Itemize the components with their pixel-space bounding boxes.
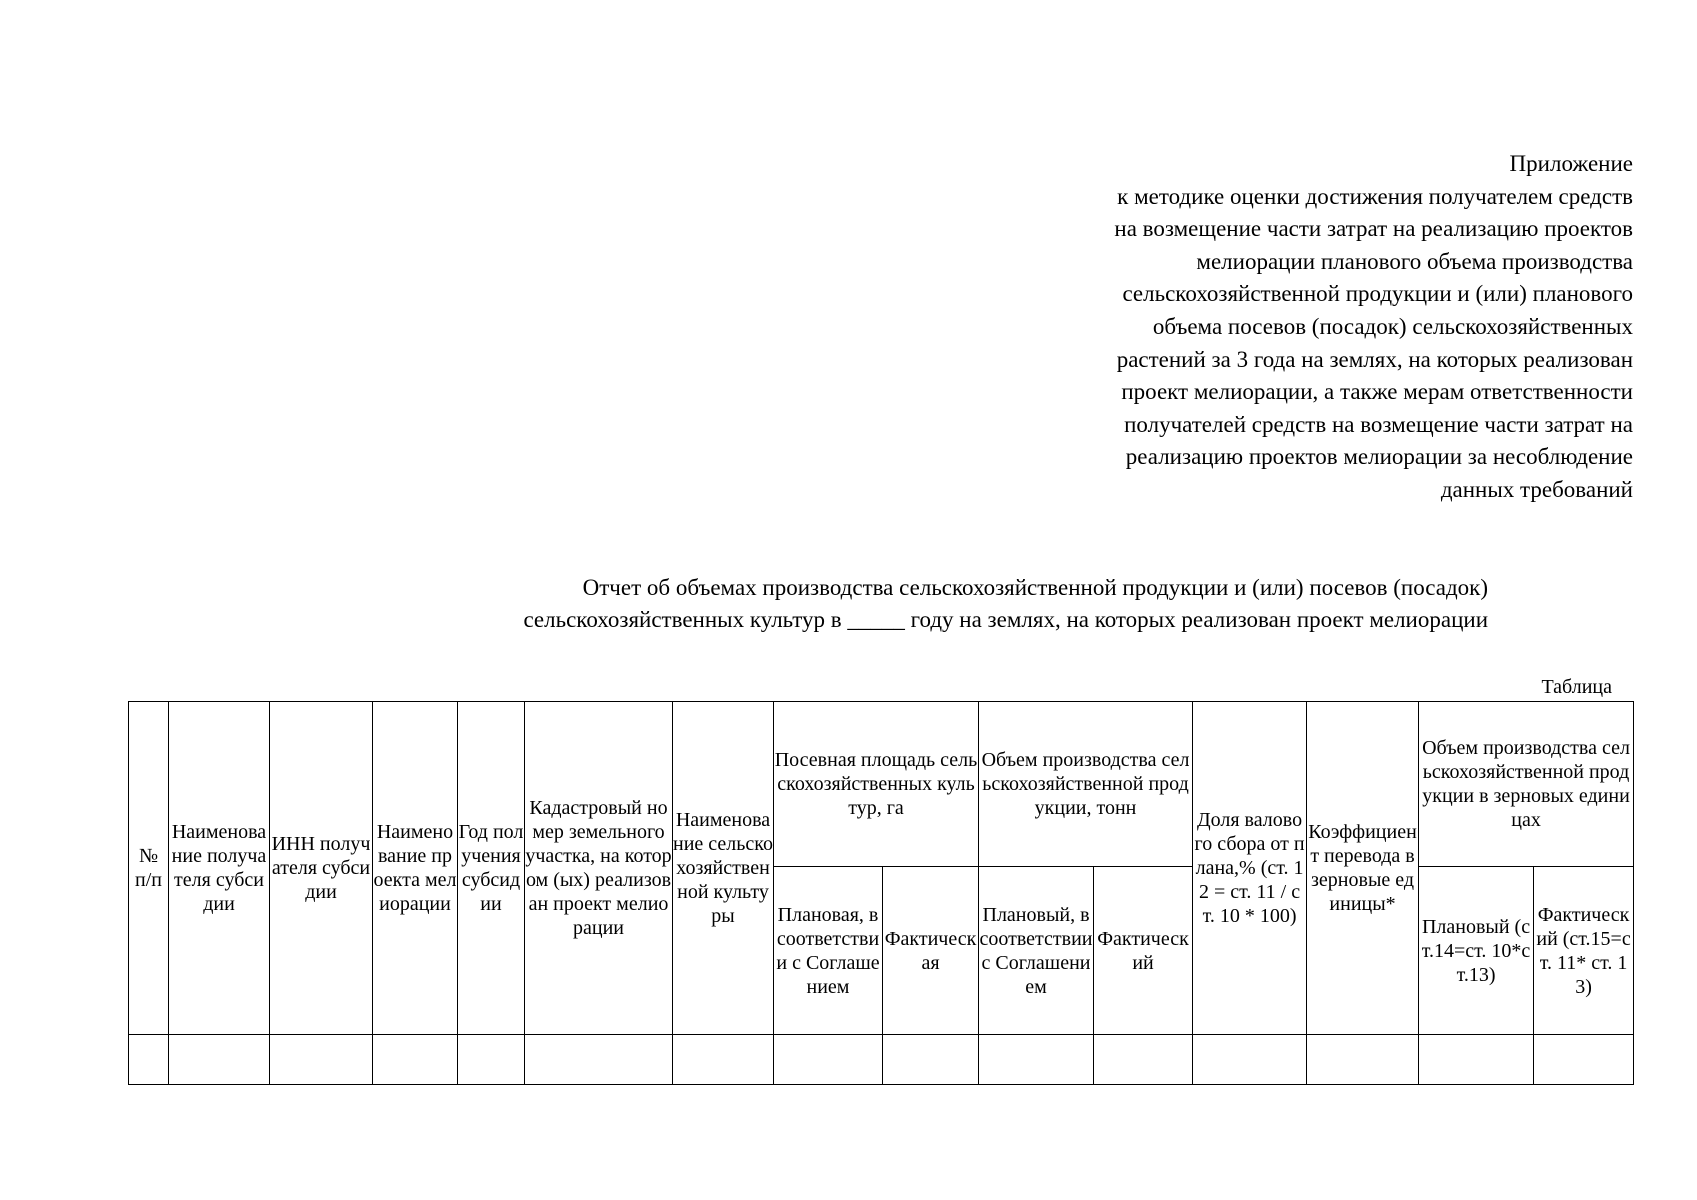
table-cell[interactable] (373, 1035, 458, 1085)
header-grain-fact: Фактический (ст.15=ст. 11* ст. 13) (1534, 867, 1634, 1035)
table-cell[interactable] (1193, 1035, 1307, 1085)
appendix-line: на возмещение части затрат на реализацию проектов (1114, 216, 1633, 242)
header-sown-area-fact: Фактическая (883, 867, 979, 1035)
table-cell[interactable] (270, 1035, 373, 1085)
header-sown-area-plan: Плановая, в соответствии с Соглашением (774, 867, 883, 1035)
appendix-line: данных требований (1440, 476, 1633, 502)
report-title-line: Отчет об объемах производства сельскохозяйственной продукции и (или) посевов (посадок) (582, 575, 1488, 600)
table-cell[interactable] (1094, 1035, 1193, 1085)
header-production-fact: Фактический (1094, 867, 1193, 1035)
table-cell[interactable] (525, 1035, 673, 1085)
table-cell[interactable] (1534, 1035, 1634, 1085)
table-cell[interactable] (979, 1035, 1094, 1085)
table-cell[interactable] (673, 1035, 774, 1085)
header-grain-volume: Объем производства сельскохозяйственной продукции в зерновых единицах (1419, 702, 1634, 867)
header-recipient-name: Наименование получателя субсидии (169, 702, 270, 1035)
appendix-line: получателей средств на возмещение части затрат на (1124, 411, 1633, 437)
table-cell[interactable] (774, 1035, 883, 1085)
table-cell[interactable] (1307, 1035, 1419, 1085)
header-num: № п/п (129, 702, 169, 1035)
header-culture-name: Наименование сельскохозяйственной культуры (673, 702, 774, 1035)
appendix-line: сельскохозяйственной продукции и (или) планового (1122, 281, 1633, 307)
table-row (129, 1035, 1634, 1085)
table-cell[interactable] (1419, 1035, 1534, 1085)
header-coefficient: Коэффициент перевода в зерновые единицы* (1307, 702, 1419, 1035)
header-grain-plan: Плановый (ст.14=ст. 10*ст.13) (1419, 867, 1534, 1035)
table-cell[interactable] (458, 1035, 525, 1085)
header-row-top (129, 702, 1634, 867)
table-cell[interactable] (883, 1035, 979, 1085)
header-production-volume: Объем производства сельскохозяйственной продукции, тонн (979, 702, 1193, 867)
header-gross-share: Доля валового сбора от плана,% (ст. 12 = ст. 11 / ст. 10 * 100) (1193, 702, 1307, 1035)
table-caption: Таблица (1541, 676, 1612, 698)
appendix-line: реализацию проектов мелиорации за несоблюдение (1125, 444, 1633, 470)
report-table (128, 701, 1634, 1085)
header-year: Год получения субсидии (458, 702, 525, 1035)
header-sown-area: Посевная площадь сельскохозяйственных культур, га (774, 702, 979, 867)
report-title-line: сельскохозяйственных культур в _____ году на землях, на которых реализован проект мелиорации (523, 607, 1488, 632)
appendix-line: проект мелиорации, а также мерам ответственности (1121, 379, 1633, 405)
report-title (0, 572, 1488, 636)
header-cadastral: Кадастровый номер земельного участка, на котором (ых) реализован проект мелиорации (525, 702, 673, 1035)
table-cell[interactable] (129, 1035, 169, 1085)
header-inn: ИНН получателя субсидии (270, 702, 373, 1035)
appendix-header (953, 148, 1633, 507)
table-cell[interactable] (169, 1035, 270, 1085)
appendix-line: Приложение (1509, 151, 1633, 176)
appendix-line: растений за 3 года на землях, на которых реализован (1116, 346, 1633, 372)
header-production-plan: Плановый, в соответствии с Соглашением (979, 867, 1094, 1035)
header-project-name: Наименование проекта мелиорации (373, 702, 458, 1035)
appendix-line: мелиорации планового объема производства (1196, 248, 1633, 274)
appendix-line: к методике оценки достижения получателем средств (1117, 183, 1633, 209)
appendix-line: объема посевов (посадок) сельскохозяйственных (1152, 313, 1633, 339)
